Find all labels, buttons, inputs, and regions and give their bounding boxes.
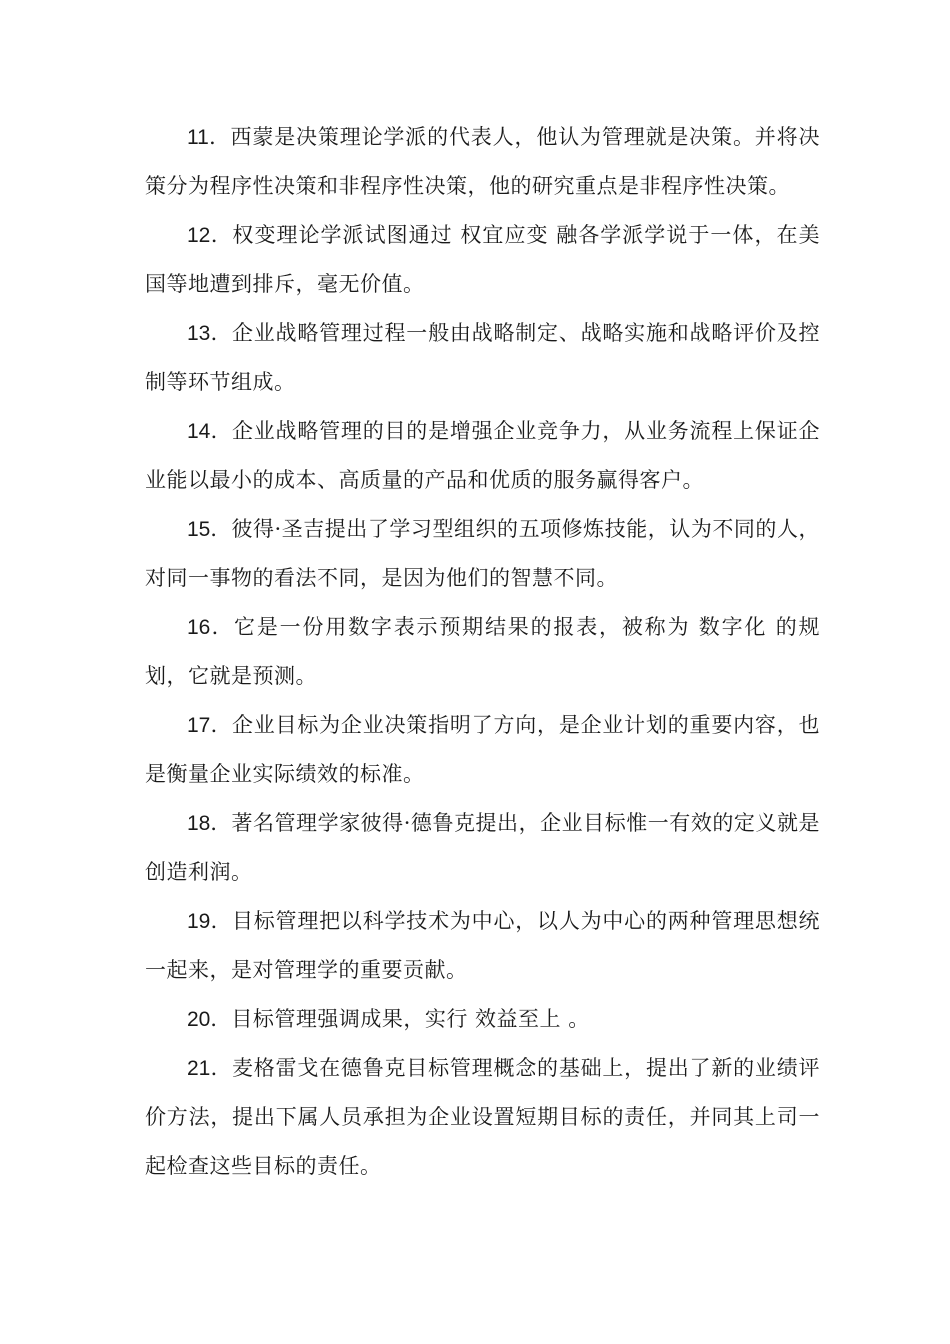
document-body	[145, 113, 820, 1191]
paragraph-text: 权变理论学派试图通过 权宜应变 融各学派学说于一体，在美国等地遭到排斥，毫无价值。	[145, 223, 820, 296]
paragraph-19	[145, 897, 820, 995]
paragraph-18	[145, 799, 820, 897]
paragraph-text: 西蒙是决策理论学派的代表人，他认为管理就是决策。并将决策分为程序性决策和非程序性决策，他的研究重点是非程序性决策。	[145, 125, 820, 198]
paragraph-number: 12．	[187, 224, 233, 247]
paragraph-16	[145, 603, 820, 701]
paragraph-21	[145, 1044, 820, 1191]
paragraph-text: 麦格雷戈在德鲁克目标管理概念的基础上，提出了新的业绩评价方法，提出下属人员承担为企业设置短期目标的责任，并同其上司一起检查这些目标的责任。	[145, 1056, 821, 1178]
paragraph-number: 18．	[187, 812, 232, 835]
paragraph-13	[145, 309, 820, 407]
paragraph-11	[145, 113, 820, 211]
paragraph-text: 目标管理把以科学技术为中心，以人为中心的两种管理思想统一起来，是对管理学的重要贡献。	[145, 909, 821, 982]
paragraph-text: 企业目标为企业决策指明了方向，是企业计划的重要内容，也是衡量企业实际绩效的标准。	[145, 713, 821, 786]
paragraph-text: 企业战略管理过程一般由战略制定、战略实施和战略评价及控制等环节组成。	[145, 321, 821, 394]
paragraph-number: 15．	[187, 518, 232, 541]
paragraph-number: 17．	[187, 714, 232, 737]
paragraph-number: 14．	[187, 420, 232, 443]
paragraph-number: 11．	[187, 126, 231, 149]
paragraph-text: 它是一份用数字表示预期结果的报表，被称为 数字化 的规划，它就是预测。	[145, 615, 821, 688]
paragraph-number: 13．	[187, 322, 232, 345]
paragraph-number: 16．	[187, 616, 234, 639]
paragraph-text: 彼得·圣吉提出了学习型组织的五项修炼技能，认为不同的人，对同一事物的看法不同，是因为他们的智慧不同。	[145, 517, 820, 590]
paragraph-20	[145, 995, 820, 1044]
paragraph-number: 19．	[187, 910, 232, 933]
paragraph-text: 企业战略管理的目的是增强企业竞争力，从业务流程上保证企业能以最小的成本、高质量的产品和优质的服务赢得客户。	[145, 419, 821, 492]
paragraph-15	[145, 505, 820, 603]
paragraph-number: 21．	[187, 1057, 232, 1080]
paragraph-14	[145, 407, 820, 505]
paragraph-12	[145, 211, 820, 309]
paragraph-number: 20．	[187, 1008, 232, 1031]
paragraph-text: 著名管理学家彼得·德鲁克提出，企业目标惟一有效的定义就是创造利润。	[145, 811, 820, 884]
paragraph-17	[145, 701, 820, 799]
paragraph-text: 目标管理强调成果，实行 效益至上 。	[231, 1007, 590, 1031]
